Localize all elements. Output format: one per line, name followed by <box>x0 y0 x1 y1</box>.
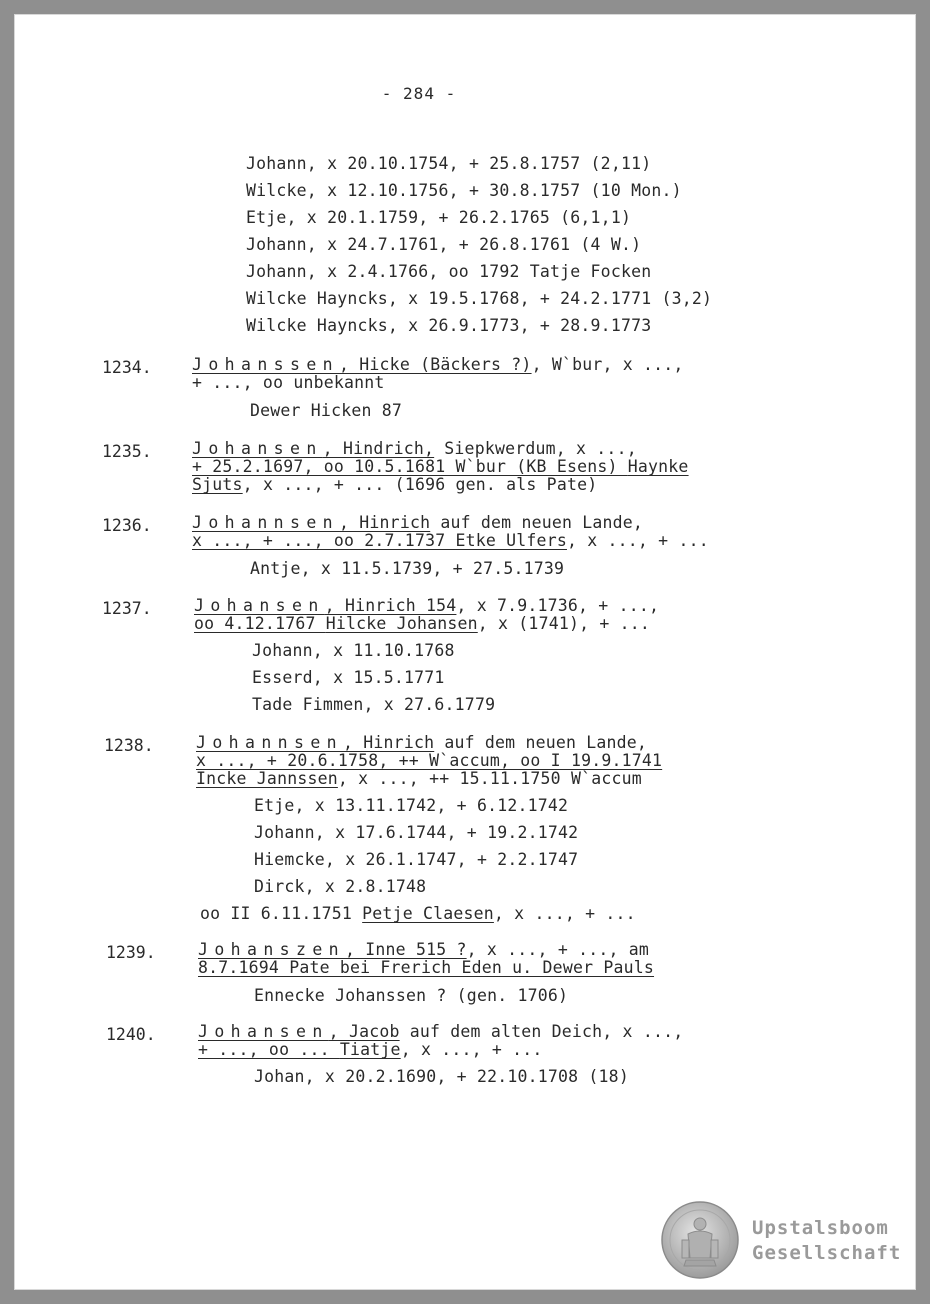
child-line: Johann, x 20.10.1754, + 25.8.1757 (2,11) <box>246 154 652 173</box>
society-name-line2: Gesellschaft <box>752 1242 902 1264</box>
child-line: Wilcke Hayncks, x 26.9.1773, + 28.9.1773 <box>246 316 652 335</box>
child-line: Etje, x 13.11.1742, + 6.12.1742 <box>254 796 569 815</box>
child-line: Hiemcke, x 26.1.1747, + 2.2.1747 <box>254 850 579 869</box>
spouse-name: Incke Jannssen <box>196 769 338 788</box>
spouse-name: Haynke <box>627 457 689 476</box>
society-name <box>752 1216 901 1266</box>
society-name-line1: Upstalsboom <box>752 1217 889 1239</box>
entry-line: Sjuts, x ..., + ... (1696 gen. als Pate) <box>192 475 598 494</box>
entry-number: 1236. <box>102 516 152 535</box>
surname: Johanszen <box>198 940 346 959</box>
given-name: , Hinrich <box>339 513 431 532</box>
entry-line: + 25.2.1697, oo 10.5.1681 W`bur (KB Esens) Haynke <box>192 457 689 476</box>
given-name: , Jacob <box>328 1022 400 1041</box>
entry-line: Incke Jannssen, x ..., ++ 15.11.1750 W`accum <box>196 769 642 788</box>
entry-line: 8.7.1694 Pate bei Frerich Eden u. Dewer Pauls <box>198 958 655 977</box>
spouse-name: Sjuts <box>192 475 243 494</box>
child-line: Johann, x 17.6.1744, + 19.2.1742 <box>254 823 579 842</box>
document-page <box>14 14 916 1290</box>
spouse-name: Hilcke Johansen <box>325 614 478 633</box>
child-line: Antje, x 11.5.1739, + 27.5.1739 <box>250 559 565 578</box>
entry-heading: Johansen, Jacob auf dem alten Deich, x ..., <box>198 1022 684 1041</box>
society-seal-icon <box>660 1200 740 1280</box>
entry-line: + ..., oo unbekannt <box>192 373 385 392</box>
surname: Johansen <box>194 596 325 615</box>
entry-line: x ..., + 20.6.1758, ++ W`accum, oo I 19.9.1741 <box>196 751 663 770</box>
child-line: Tade Fimmen, x 27.6.1779 <box>252 695 496 714</box>
given-name: , Inne 515 ? <box>345 940 467 959</box>
entry-number: 1240. <box>106 1025 156 1044</box>
page-number: - 284 - <box>381 84 457 103</box>
child-line: Dewer Hicken 87 <box>250 401 403 420</box>
spouse-name: Petje Claesen <box>362 904 494 923</box>
entry-line: x ..., + ..., oo 2.7.1737 Etke Ulfers, x ..., + ... <box>192 531 709 550</box>
child-line: Wilcke, x 12.10.1756, + 30.8.1757 (10 Mon.) <box>246 181 682 200</box>
spouse-name: Tiatje <box>339 1040 401 1059</box>
child-line: Johann, x 11.10.1768 <box>252 641 455 660</box>
spouse-name: Etke Ulfers <box>455 531 567 550</box>
entry-heading: Johannsen, Hinrich auf dem neuen Lande, <box>196 733 648 752</box>
entry-number: 1235. <box>102 442 152 461</box>
child-line: Dirck, x 2.8.1748 <box>254 877 427 896</box>
second-marriage-line: oo II 6.11.1751 Petje Claesen, x ..., + ... <box>200 904 636 923</box>
entry-number: 1234. <box>102 358 152 377</box>
given-name: , Hinrich <box>343 733 435 752</box>
surname: Johansen <box>198 1022 329 1041</box>
surname: Johannsen <box>192 513 340 532</box>
surname: Johansen <box>192 439 323 458</box>
entry-number: 1238. <box>104 736 154 755</box>
child-line: Johann, x 2.4.1766, oo 1792 Tatje Focken <box>246 262 652 281</box>
child-line: Johann, x 24.7.1761, + 26.8.1761 (4 W.) <box>246 235 642 254</box>
surname: Johanssen <box>192 355 340 374</box>
child-line: Esserd, x 15.5.1771 <box>252 668 445 687</box>
entry-line: + ..., oo ... Tiatje, x ..., + ... <box>198 1040 543 1059</box>
surname: Johannsen <box>196 733 344 752</box>
entry-heading: Johanssen, Hicke (Bäckers ?), W`bur, x ..., <box>192 355 684 374</box>
entry-number: 1239. <box>106 943 156 962</box>
given-name: , Hindrich, <box>322 439 435 458</box>
child-line: Johan, x 20.2.1690, + 22.10.1708 (18) <box>254 1067 629 1086</box>
child-line: Wilcke Hayncks, x 19.5.1768, + 24.2.1771 (3,2) <box>246 289 713 308</box>
entry-heading: Johansen, Hinrich 154, x 7.9.1736, + ..., <box>194 596 660 615</box>
entry-heading: Johannsen, Hinrich auf dem neuen Lande, <box>192 513 644 532</box>
entry-line: oo 4.12.1767 Hilcke Johansen, x (1741), + ... <box>194 614 651 633</box>
entry-heading: Johanszen, Inne 515 ?, x ..., + ..., am <box>198 940 650 959</box>
child-line: Ennecke Johanssen ? (gen. 1706) <box>254 986 569 1005</box>
given-name: , Hinrich 154 <box>324 596 457 615</box>
entry-number: 1237. <box>102 599 152 618</box>
child-line: Etje, x 20.1.1759, + 26.2.1765 (6,1,1) <box>246 208 632 227</box>
given-name: , Hicke (Bäckers ?) <box>339 355 532 374</box>
entry-heading: Johansen, Hindrich, Siepkwerdum, x ..., <box>192 439 637 458</box>
